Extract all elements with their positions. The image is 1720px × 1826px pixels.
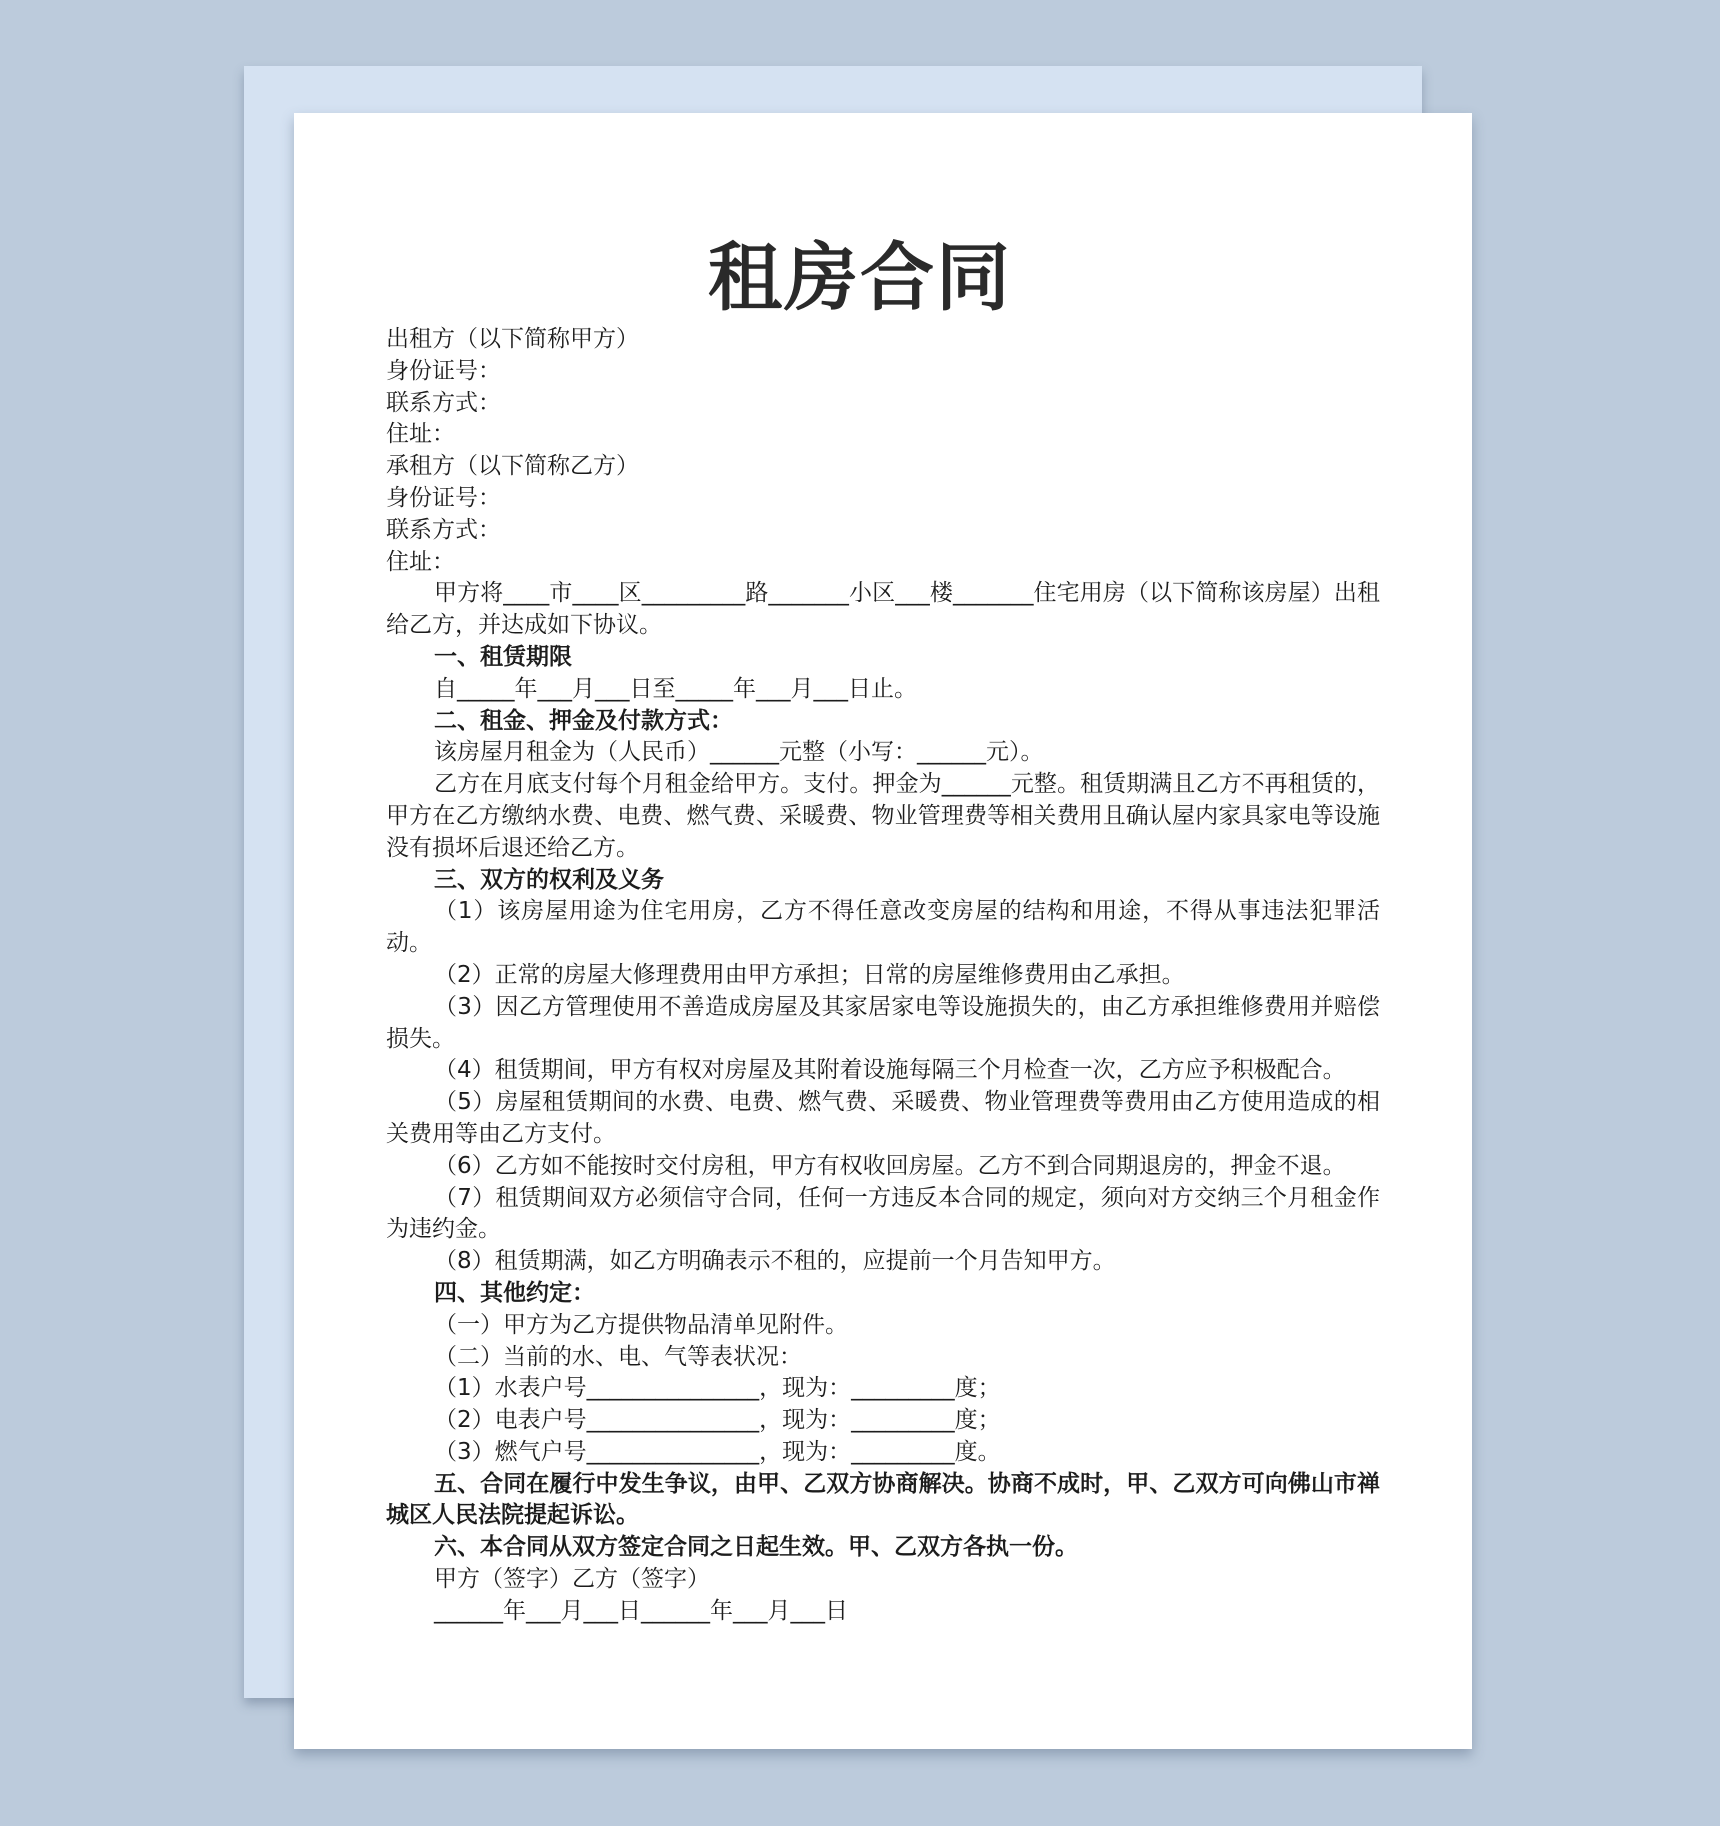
document-paragraph: 身份证号：	[386, 357, 501, 384]
document-paragraph: 六、本合同从双方签定合同之日起生效。甲、乙双方各执一份。	[434, 1534, 1078, 1561]
document-paragraph: 该房屋月租金为（人民币）______元整（小写：______元）。	[434, 739, 1044, 766]
document-paragraph: （1）水表户号_______________，现为：_________度；	[434, 1375, 1001, 1402]
document-body	[386, 324, 1380, 1628]
document-paragraph: 一、租赁期限	[434, 643, 572, 670]
document-paragraph: 住址：	[386, 548, 455, 575]
document-paragraph: （1）该房屋用途为住宅用房，乙方不得任意改变房屋的结构和用途，不得从事违法犯罪活动。	[386, 898, 1380, 957]
document-paragraph: （一）甲方为乙方提供物品清单见附件。	[434, 1311, 848, 1338]
document-paragraph: 身份证号：	[386, 484, 501, 511]
document-paragraph: 四、其他约定：	[434, 1279, 595, 1306]
document-paragraph: 承租方（以下简称乙方）	[386, 453, 639, 480]
document-paragraph: （二）当前的水、电、气等表状况：	[434, 1343, 802, 1370]
document-paragraph: （2）电表户号_______________，现为：_________度；	[434, 1407, 1001, 1434]
document-paragraph: （4）租赁期间，甲方有权对房屋及其附着设施每隔三个月检查一次，乙方应予积极配合。	[434, 1057, 1346, 1084]
document-paragraph: 二、租金、押金及付款方式：	[434, 707, 733, 734]
document-paragraph: 住址：	[386, 421, 455, 448]
document-paragraph: 联系方式：	[386, 389, 501, 416]
document-paragraph: 联系方式：	[386, 516, 501, 543]
document-paragraph: 甲方（签字）乙方（签字）	[434, 1566, 710, 1593]
document-paragraph: （6）乙方如不能按时交付房租，甲方有权收回房屋。乙方不到合同期退房的，押金不退。	[434, 1152, 1346, 1179]
document-paragraph: 自_____年___月___日至_____年___月___日止。	[434, 675, 917, 702]
document-title: 租房合同	[708, 235, 1012, 321]
document-paragraph: 甲方将____市____区_________路_______小区___楼_______住宅用房（以下简称该房屋）出租给乙方，并达成如下协议。	[386, 580, 1380, 639]
document-paragraph: （7）租赁期间双方必须信守合同，任何一方违反本合同的规定，须向对方交纳三个月租金作为违约金。	[386, 1184, 1380, 1243]
document-paragraph: 出租方（以下简称甲方）	[386, 326, 639, 352]
document-paragraph: （3）燃气户号_______________，现为：_________度。	[434, 1438, 1001, 1465]
document-paragraph: （8）租赁期满，如乙方明确表示不租的，应提前一个月告知甲方。	[434, 1248, 1116, 1275]
document-paragraph: （5）房屋租赁期间的水费、电费、燃气费、采暖费、物业管理费等费用由乙方使用造成的相关费用等由乙方支付。	[386, 1089, 1380, 1147]
document-paragraph: 五、合同在履行中发生争议，由甲、乙双方协商解决。协商不成时，甲、乙双方可向佛山市禅城区人民法院提起诉讼。	[386, 1470, 1380, 1529]
document-paragraph: （2）正常的房屋大修理费用由甲方承担；日常的房屋维修费用由乙承担。	[434, 961, 1185, 988]
document-paragraph: 乙方在月底支付每个月租金给甲方。支付。押金为______元整。租赁期满且乙方不再租赁的，甲方在乙方缴纳水费、电费、燃气费、采暖费、物业管理费等相关费用且确认屋内家具家电等设施没有损坏后退还给乙方。	[386, 771, 1380, 861]
document-paragraph: 三、双方的权利及义务	[434, 866, 664, 893]
document-paragraph: （3）因乙方管理使用不善造成房屋及其家居家电等设施损失的，由乙方承担维修费用并赔偿损失。	[386, 993, 1380, 1052]
document-paragraph: ______年___月___日______年___月___日	[434, 1597, 848, 1624]
